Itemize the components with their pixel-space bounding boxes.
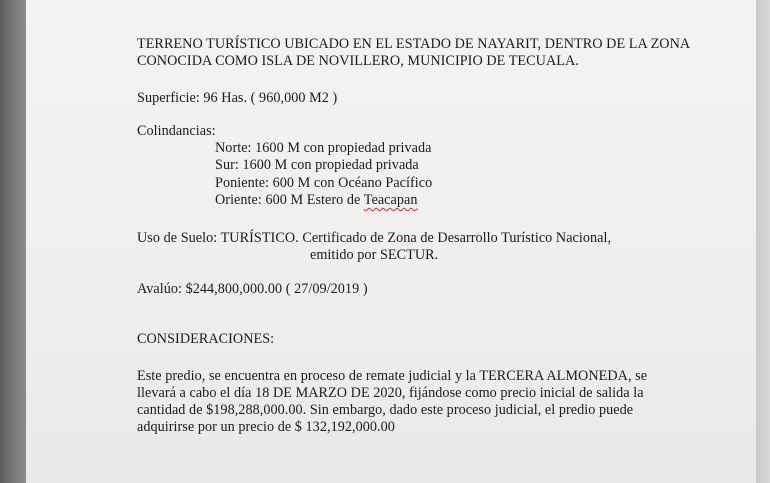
- oriente-prefix: Oriente: 600 M Estero de: [215, 192, 364, 208]
- colindancia-oriente: [215, 192, 418, 209]
- document-title-line-2: CONOCIDA COMO ISLA DE NOVILLERO, MUNICIPIO DE TECUALA.: [137, 53, 579, 69]
- document-page: [26, 0, 756, 483]
- consideraciones-line-3: cantidad de $198,288,000.00. Sin embargo, dado este proceso judicial, el predio puede: [137, 402, 634, 418]
- avaluo-text: Avalúo: $244,800,000.00 ( 27/09/2019 ): [137, 281, 368, 297]
- superficie-text: Superficie: 96 Has. ( 960,000 M2 ): [137, 90, 338, 106]
- uso-suelo-line-2: emitido por SECTUR.: [310, 247, 439, 263]
- colindancia-norte: Norte: 1600 M con propiedad privada: [215, 140, 432, 156]
- screen-edge: [756, 0, 770, 483]
- uso-suelo-line-1: Uso de Suelo: TURÍSTICO. Certificado de Zona de Desarrollo Turístico Nacional,: [137, 230, 612, 246]
- colindancia-poniente: Poniente: 600 M con Océano Pacífico: [215, 175, 433, 191]
- spellcheck-underlined-word: Teacapan: [363, 192, 418, 208]
- colindancia-sur: Sur: 1600 M con propiedad privada: [215, 157, 419, 173]
- consideraciones-line-1: Este predio, se encuentra en proceso de remate judicial y la TERCERA ALMONEDA, se: [137, 368, 648, 384]
- monitor-bezel: [0, 0, 26, 483]
- colindancias-label: Colindancias:: [137, 123, 216, 139]
- consideraciones-line-4: adquirirse por un precio de $ 132,192,000.00: [137, 419, 395, 435]
- consideraciones-label: CONSIDERACIONES:: [137, 331, 275, 347]
- document-title-line-1: TERRENO TURÍSTICO UBICADO EN EL ESTADO DE NAYARIT, DENTRO DE LA ZONA: [137, 36, 691, 52]
- consideraciones-line-2: llevará a cabo el día 18 DE MARZO DE 2020, fijándose como precio inicial de salida la: [137, 385, 644, 401]
